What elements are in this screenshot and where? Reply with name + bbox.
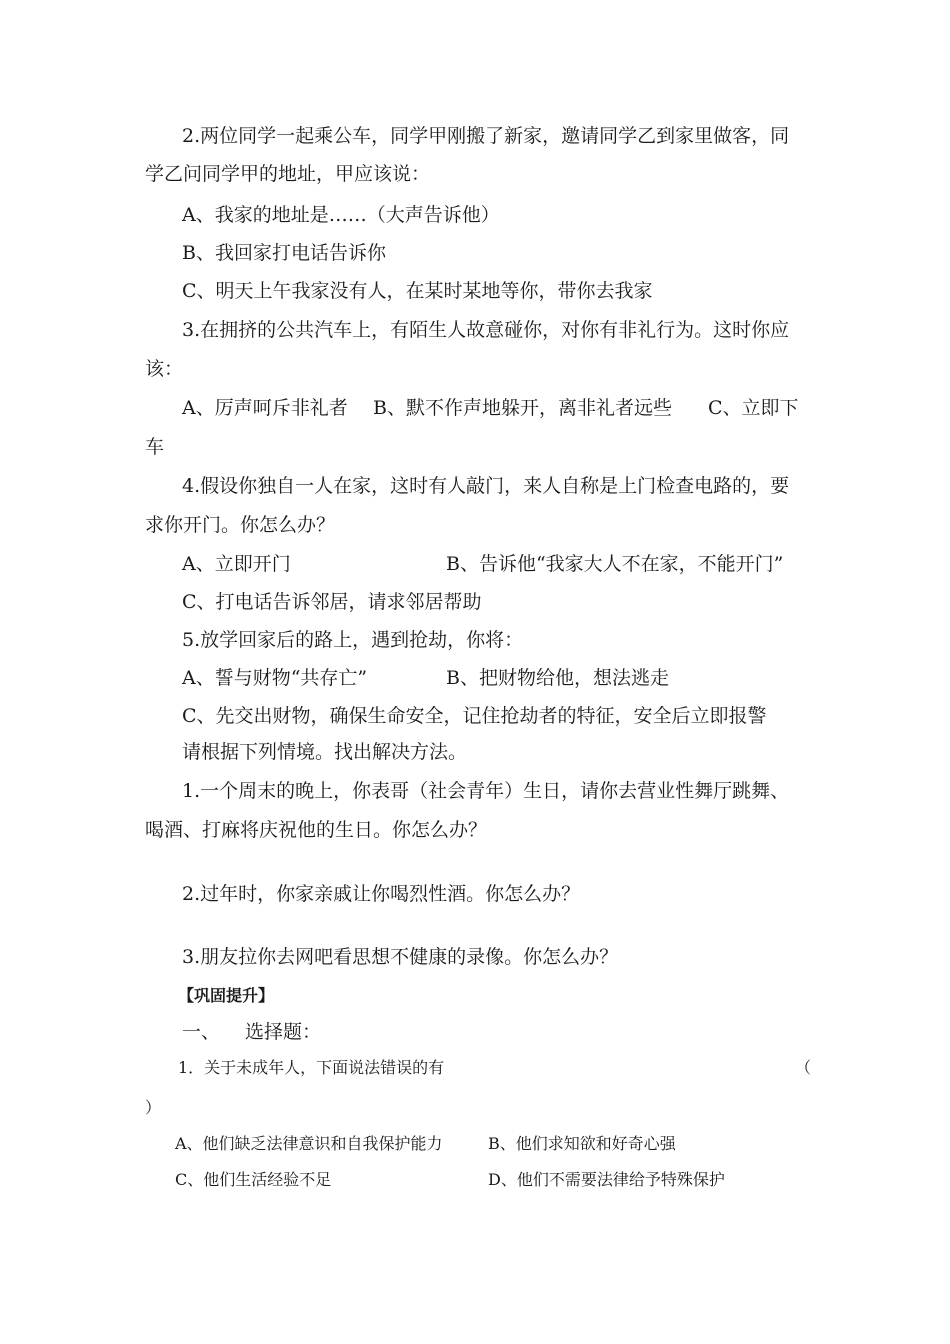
scenario-1-line1: 1.一个周末的晚上，你表哥（社会青年）生日，请你去营业性舞厅跳舞、 [182,780,790,802]
q5-option-c: C、先交出财物，确保生命安全，记住抢劫者的特征，安全后立即报警 [182,705,767,727]
q3-option-c-wrap: 车 [145,436,165,458]
q4-option-b: B、告诉他“我家大人不在家，不能开门” [446,553,784,575]
c-q1-stem: 1．关于未成年人，下面说法错误的有 [178,1058,445,1077]
q4-stem-line2: 求你开门。你怎么办？ [145,514,336,536]
c-q1-option-c: C、他们生活经验不足 [175,1170,332,1189]
q3-option-b: B、默不作声地躲开，离非礼者远些 [373,397,672,419]
q3-option-a: A、厉声呵斥非礼者 [182,397,348,419]
c-q1-option-a: A、他们缺乏法律意识和自我保护能力 [175,1134,443,1153]
section-number: 一、 [182,1021,221,1043]
c-q1-open-paren: （ [795,1058,812,1077]
q3-stem-line2: 该： [145,358,184,380]
q4-option-a: A、立即开门 [182,553,291,575]
q5-option-a: A、誓与财物“共存亡” [182,667,368,689]
c-q1-option-b: B、他们求知欲和好奇心强 [488,1134,676,1153]
q2-option-a: A、我家的地址是……（大声告诉他） [182,204,500,226]
q3-stem-line1: 3.在拥挤的公共汽车上，有陌生人故意碰你，对你有非礼行为。这时你应 [182,319,790,341]
consolidate-heading: 【巩固提升】 [178,986,275,1005]
scenario-2: 2.过年时，你家亲戚让你喝烈性酒。你怎么办？ [182,883,581,905]
q2-option-c: C、明天上午我家没有人，在某时某地等你，带你去我家 [182,280,653,302]
q4-option-c: C、打电话告诉邻居，请求邻居帮助 [182,591,482,613]
q2-option-b: B、我回家打电话告诉你 [182,242,386,264]
c-q1-close-paren: ） [145,1098,162,1117]
c-q1-option-d: D、他们不需要法律给予特殊保护 [488,1170,725,1189]
q5-option-b: B、把财物给他，想法逃走 [446,667,669,689]
q4-stem-line1: 4.假设你独自一人在家，这时有人敲门，来人自称是上门检查电路的，要 [182,475,790,497]
q2-stem-line2: 学乙问同学甲的地址，甲应该说： [145,163,431,185]
scenario-3: 3.朋友拉你去网吧看思想不健康的录像。你怎么办？ [182,946,619,968]
q2-stem-line1: 2.两位同学一起乘公车，同学甲刚搬了新家，邀请同学乙到家里做客，同 [182,125,790,147]
scenario-intro: 请根据下列情境。找出解决方法。 [182,741,468,763]
section-title: 选择题： [245,1021,322,1043]
q3-option-c: C、立即下 [708,397,799,419]
scenario-1-line2: 喝酒、打麻将庆祝他的生日。你怎么办？ [145,819,488,841]
q5-stem: 5.放学回家后的路上，遇到抢劫，你将： [182,629,524,651]
